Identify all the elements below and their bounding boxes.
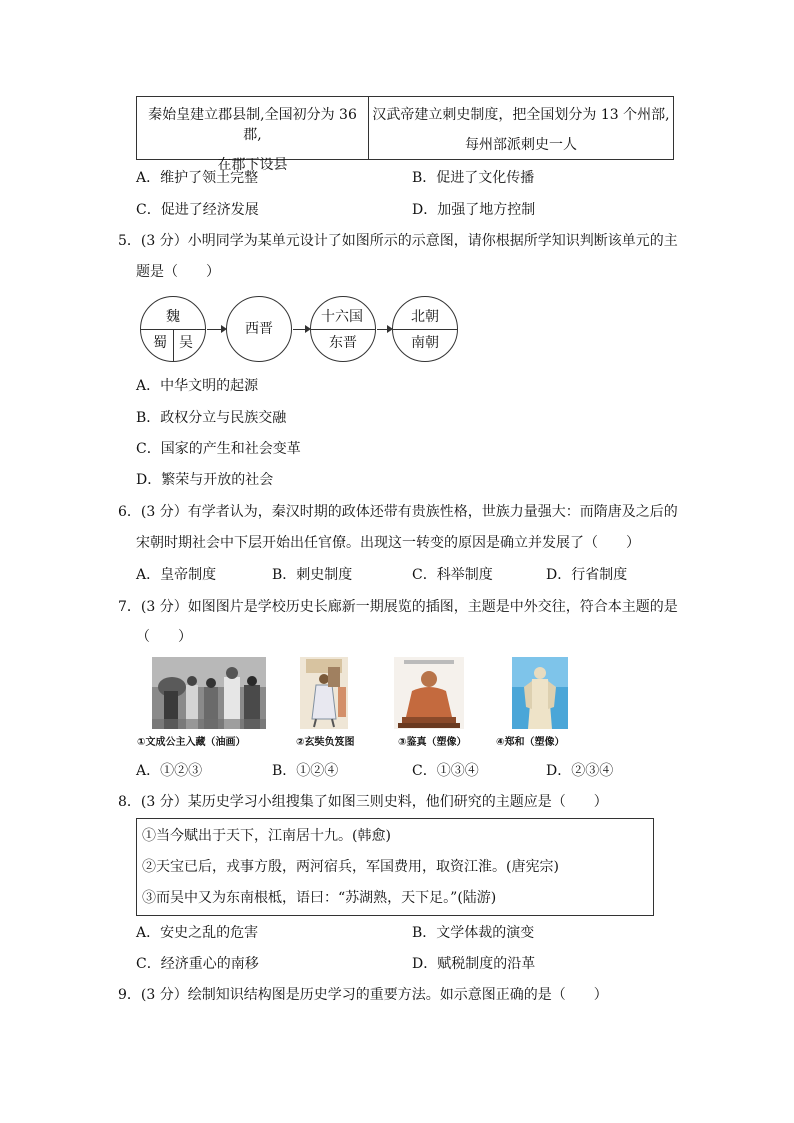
q7-option-c[interactable]: C．①③④ — [412, 763, 479, 779]
q5-circle4-top: 北朝 — [411, 309, 439, 325]
q8-option-c[interactable]: C．经济重心的南移 — [136, 956, 259, 972]
q8-option-b[interactable]: B．文学体裁的演变 — [412, 925, 535, 941]
q4-table-left-line1: 秦始皇建立郡县制,全国初分为 36 郡, — [148, 107, 357, 143]
q8-stem: 8．(3 分）某历史学习小组搜集了如图三则史料，他们研究的主题应是（ ） — [118, 794, 608, 810]
q7-caption-1: ①文成公主入藏（油画） — [137, 737, 246, 748]
q5-option-d[interactable]: D．繁荣与开放的社会 — [136, 472, 274, 488]
q5-circle3-top: 十六国 — [321, 309, 363, 325]
q6-option-a[interactable]: A．皇帝制度 — [136, 567, 217, 583]
q5-circle-sixteen-kingdoms — [310, 296, 376, 362]
q7-caption-4: ④郑和（塑像） — [496, 737, 565, 748]
q8-source-2: ②天宝已后，戎事方殷，两河宿兵，军国费用，取资江淮。(唐宪宗) — [142, 859, 559, 875]
q5-stem-line2: 题是（ ） — [136, 264, 220, 280]
arrow-right-icon — [293, 329, 309, 330]
q4-table-left-line2: 在郡下设县 — [217, 157, 288, 173]
q5-circle1-bottom-left: 蜀 — [153, 335, 167, 351]
q6-option-d[interactable]: D．行省制度 — [546, 567, 628, 583]
q4-option-a[interactable]: A．维护了领土完整 — [136, 170, 259, 186]
q8-source-3: ③而吴中又为东南根柢，语曰：“苏湖熟，天下足。”(陆游) — [142, 890, 497, 906]
q5-circle4-bottom: 南朝 — [411, 335, 439, 351]
q8-option-d[interactable]: D．赋税制度的沿革 — [412, 956, 536, 972]
xuanzang-image — [300, 657, 348, 729]
q7-option-a[interactable]: A．①②③ — [136, 763, 203, 779]
q7-stem-line1: 7．(3 分）如图图片是学校历史长廊新一期展览的插图，主题是中外交往，符合本主题的是 — [118, 599, 678, 615]
q8-option-a[interactable]: A．安史之乱的危害 — [136, 925, 259, 941]
q7-option-b[interactable]: B．①②④ — [272, 763, 339, 779]
q4-table-cell-right — [369, 97, 673, 159]
q5-circle1-top: 魏 — [166, 309, 180, 325]
q7-stem-line2: （ ） — [136, 629, 192, 645]
q8-source-1: ①当今赋出于天下，江南居十九。(韩愈) — [142, 828, 391, 844]
arrow-right-icon — [377, 329, 391, 330]
q6-stem-line1: 6．(3 分）有学者认为，秦汉时期的政体还带有贵族性格，世族力量强大：而隋唐及之后的 — [118, 504, 678, 520]
jianzhen-image — [394, 657, 464, 729]
painting-image — [152, 657, 266, 729]
q5-option-b[interactable]: B．政权分立与民族交融 — [136, 410, 287, 426]
q4-table-right-line1: 汉武帝建立刺史制度，把全国划分为 13 个州部, — [372, 107, 670, 123]
q4-option-c[interactable]: C．促进了经济发展 — [136, 202, 259, 218]
q5-circle-western-jin — [226, 296, 292, 362]
q6-option-c[interactable]: C．科举制度 — [412, 567, 493, 583]
q4-option-b[interactable]: B．促进了文化传播 — [412, 170, 535, 186]
q5-stem-line1: 5．(3 分）小明同学为某单元设计了如图所示的示意图，请你根据所学知识判断该单元的主 — [118, 233, 678, 249]
q4-table-cell-left — [137, 97, 369, 173]
zhenghe-image — [512, 657, 568, 729]
arrow-right-icon — [207, 329, 225, 330]
q5-option-c[interactable]: C．国家的产生和社会变革 — [136, 441, 301, 457]
q5-circle-three-kingdoms — [140, 296, 206, 362]
q5-circle3-bottom: 东晋 — [329, 335, 357, 351]
q4-table-right-line2: 每州部派刺史一人 — [465, 137, 577, 153]
q4-option-d[interactable]: D．加强了地方控制 — [412, 202, 536, 218]
q5-option-a[interactable]: A．中华文明的起源 — [136, 378, 259, 394]
q6-option-b[interactable]: B．刺史制度 — [272, 567, 353, 583]
q7-caption-2: ②玄奘负笈图 — [296, 737, 355, 748]
q5-circle1-bottom-right: 吴 — [179, 335, 193, 351]
q4-table — [136, 96, 674, 173]
q5-circle2-label: 西晋 — [245, 321, 273, 337]
q9-stem: 9．(3 分）绘制知识结构图是历史学习的重要方法。如示意图正确的是（ ） — [118, 987, 608, 1003]
q5-circle-northern-southern — [392, 296, 458, 362]
q7-option-d[interactable]: D．②③④ — [546, 763, 614, 779]
q6-stem-line2: 宋朝时期社会中下层开始出任官僚。出现这一转变的原因是确立并发展了（ ） — [136, 535, 640, 551]
q7-caption-3: ③鉴真（塑像） — [398, 737, 467, 748]
